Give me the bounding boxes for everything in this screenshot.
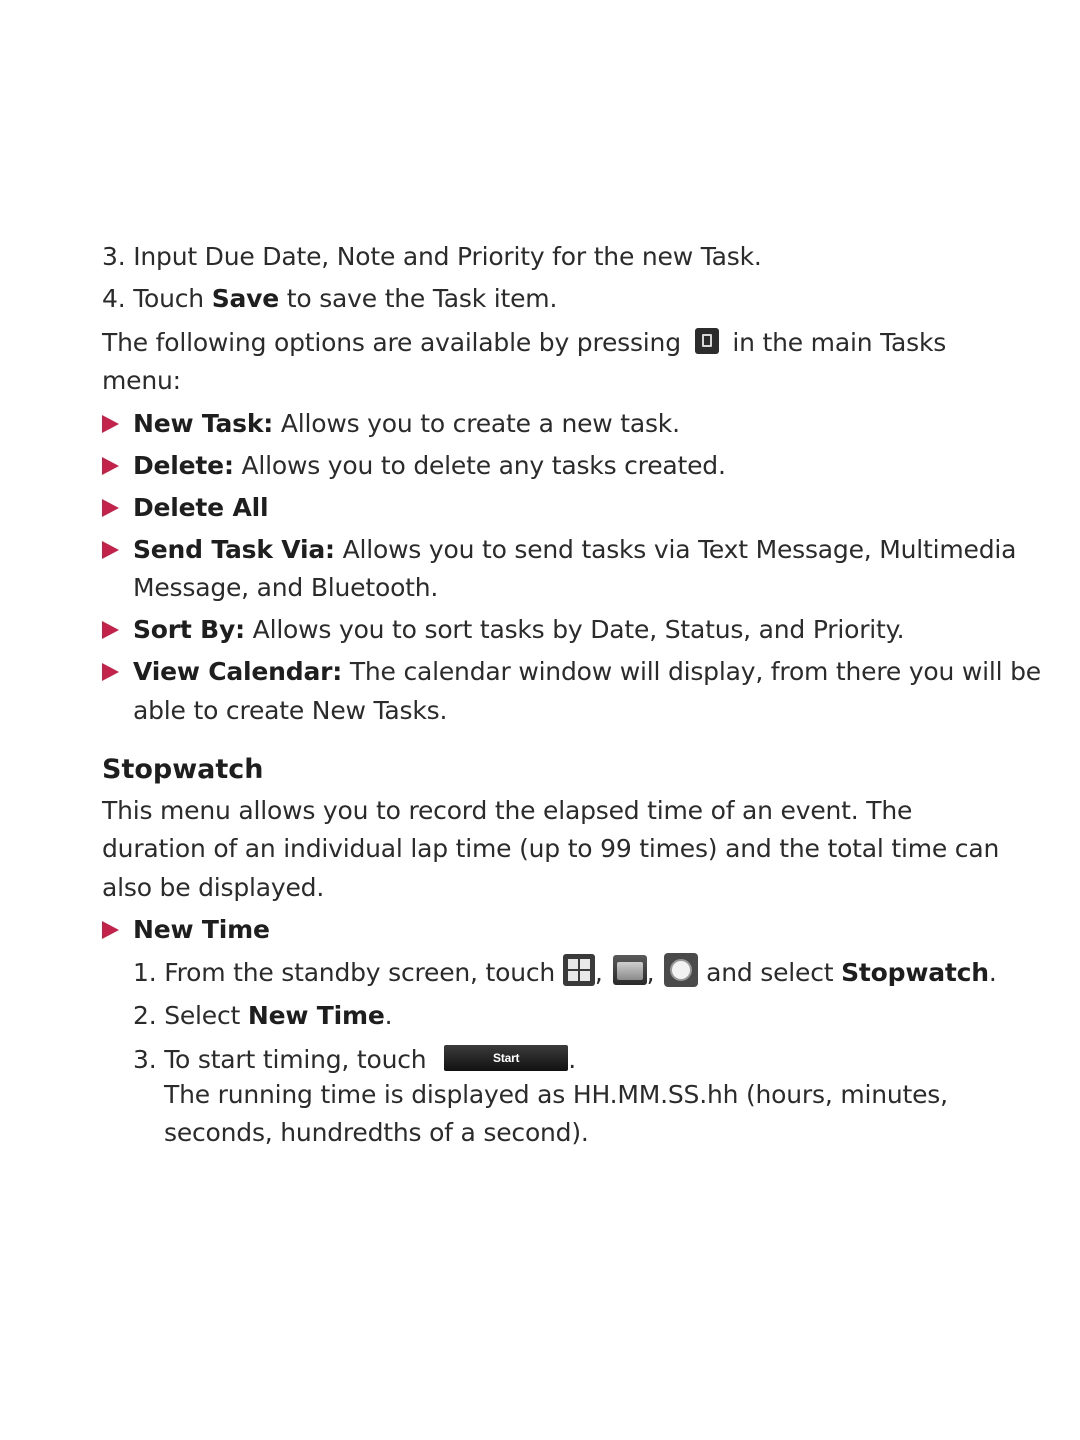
stopwatch-step-3: 3. To start timing, touch Start . xyxy=(133,1045,576,1074)
stopwatch-desc-2: duration of an individual lap time (up to 99 times) and the total time can xyxy=(102,834,1000,863)
option-new-task: New Task: Allows you to create a new task. xyxy=(133,409,680,438)
bullet-icon xyxy=(102,415,119,433)
option-delete: Delete: Allows you to delete any tasks created. xyxy=(133,451,726,480)
bullet-icon xyxy=(102,499,119,517)
alarm-clock-icon xyxy=(664,953,698,987)
menu-key-icon xyxy=(695,328,719,354)
stopwatch-step-1: 1. From the standby screen, touch , , and select Stopwatch. xyxy=(133,954,1033,992)
bullet-icon xyxy=(102,921,119,939)
task-step-4: 4. Touch Save to save the Task item. xyxy=(102,284,558,313)
new-time-term: New Time xyxy=(247,1001,385,1030)
applications-icon xyxy=(613,955,647,985)
stopwatch-heading: Stopwatch xyxy=(102,754,264,785)
stopwatch-desc-3: also be displayed. xyxy=(102,873,325,902)
option-view-calendar-cont: able to create New Tasks. xyxy=(133,696,448,725)
new-time-subheading: New Time xyxy=(133,915,270,944)
start-button-image: Start xyxy=(444,1045,568,1071)
bullet-icon xyxy=(102,541,119,559)
options-intro: The following options are available by pressing in the main Tasks xyxy=(102,328,947,357)
stopwatch-step-3-note-1: The running time is displayed as HH.MM.SS.hh (hours, minutes, xyxy=(164,1080,948,1109)
options-intro-line2: menu: xyxy=(102,366,181,395)
bullet-icon xyxy=(102,621,119,639)
task-step-3: 3. Input Due Date, Note and Priority for the new Task. xyxy=(102,242,762,271)
bullet-icon xyxy=(102,663,119,681)
task-step-3-text: Input Due Date, Note and Priority for the new Task. xyxy=(133,242,762,271)
save-term: Save xyxy=(211,284,280,313)
option-send-task-via-cont: Message, and Bluetooth. xyxy=(133,573,439,602)
bullet-icon xyxy=(102,457,119,475)
stopwatch-term: Stopwatch xyxy=(841,958,989,987)
option-delete-all: Delete All xyxy=(133,493,269,522)
stopwatch-desc-1: This menu allows you to record the elapsed time of an event. The xyxy=(102,796,913,825)
stopwatch-step-3-note-2: seconds, hundredths of a second). xyxy=(164,1118,589,1147)
option-view-calendar: View Calendar: The calendar window will display, from there you will be xyxy=(133,657,1041,686)
option-sort-by: Sort By: Allows you to sort tasks by Date, Status, and Priority. xyxy=(133,615,905,644)
stopwatch-step-2: 2. Select New Time. xyxy=(133,1001,393,1030)
apps-grid-icon xyxy=(563,954,595,986)
option-send-task-via: Send Task Via: Allows you to send tasks via Text Message, Multimedia xyxy=(133,535,1017,564)
